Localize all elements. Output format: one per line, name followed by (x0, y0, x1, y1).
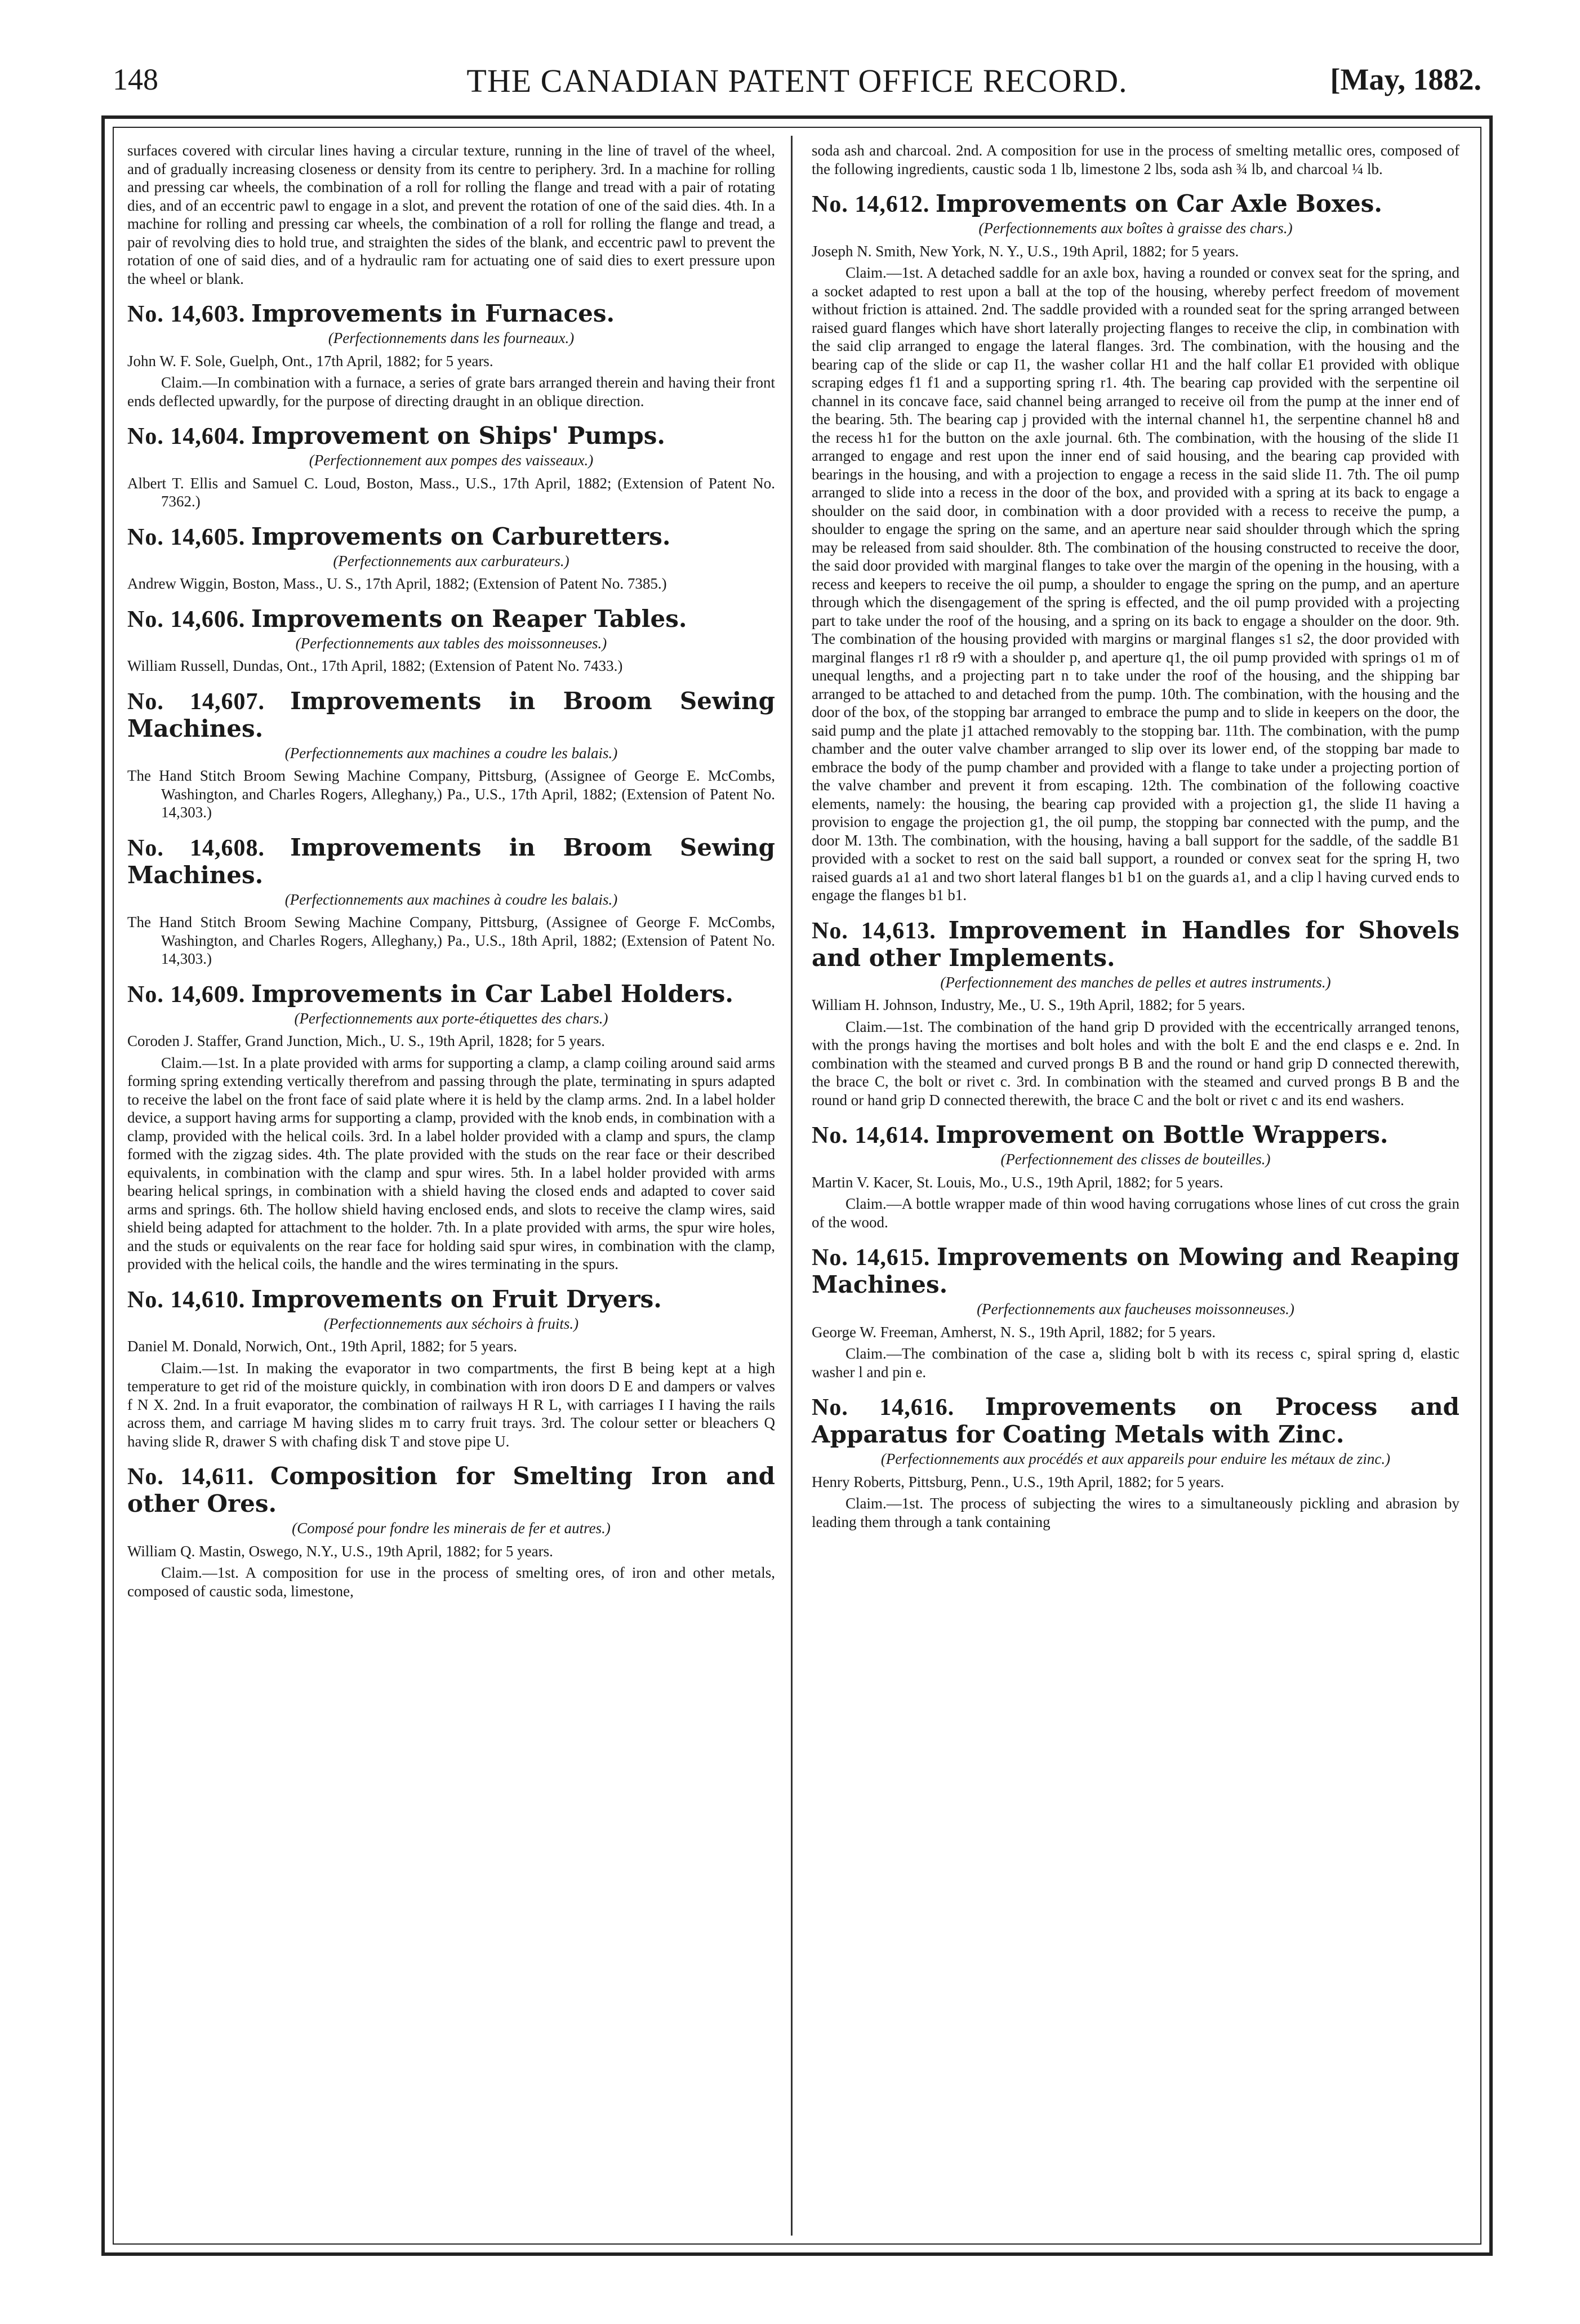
left-column (127, 141, 775, 1604)
patent-title: Improvement on Ships' Pumps. (251, 422, 665, 449)
french-title: (Perfectionnements aux procédés et aux appareils pour enduire les métaux de zinc.) (880, 1450, 1391, 1467)
patent-title: Improvements in Broom Sewing Machines. (127, 687, 775, 742)
page-header (113, 62, 1481, 113)
applicant-info: William Russell, Dundas, Ont., 17th April, 1882; (Extension of Patent No. 7433.) (127, 657, 623, 674)
patent-number: No. 14,609. (127, 981, 246, 1008)
french-title: (Perfectionnement aux pompes des vaisseaux.) (309, 452, 594, 469)
claim-text: Claim.—1st. The combination of the hand grip D provided with the eccentrically arranged tenons, with the prongs having the mortises and bolt holes and with the bolt E and the end clasps e e. 2nd. In combination with the steamed and curved prongs B B and the round or hand grip D connected therewith, the brace C, the bolt or rivet c. 3rd. In combination with the steamed and curved prongs B B and the round or hand grip D connected therewith, the brace C and the bolt or rivet c and its end washers. (812, 1018, 1459, 1108)
patent-number: No. 14,616. (812, 1395, 955, 1421)
claim-text: Claim.—1st. In a plate provided with arms for supporting a clamp, a clamp coiling around said arms forming spring extending vertically therefrom and passing through the plate, terminating in spurs adapted to receive the label on the front face of said plate where it is held by the clamp arms. 2nd. In a label holder device, a support having arms for supporting a clamp, provided with the knob ends, in combination with a clamp, provided with the helical coils. 3rd. In a label holder provided with a clamp and spurs, the clamp formed with the zigzag sides. 4th. The plate provided with the studs on the rear face or their described equivalents, in combination with the clamp and spur wires. 5th. In a label holder provided with arms bearing helical springs, in combination with a shield having the closed ends and adapted to cover said arms and springs. 6th. The hollow shield having enclosed ends, and slots to receive the clamp wires, said shield being adapted for attachment to the holder. 7th. In a plate provided with arms, the spur wire holes, and the studs or equivalents on the rear face for holding said spur wires, in combination with the clamp, provided with the helical coils, the handle and the wires terminating in the spurs. (127, 1054, 775, 1272)
patent-entry (127, 606, 775, 675)
journal-title: THE CANADIAN PATENT OFFICE RECORD. (466, 63, 1128, 99)
patent-entry (127, 1286, 775, 1451)
patent-entry (127, 422, 775, 511)
patent-title: Improvements on Mowing and Reaping Machines. (812, 1243, 1459, 1298)
applicant-info: Henry Roberts, Pittsburg, Penn., U.S., 19th April, 1882; for 5 years. (812, 1473, 1225, 1490)
patent-number: No. 14,613. (812, 918, 936, 944)
patent-entry (812, 917, 1459, 1110)
issue-date: [May, 1882. (1330, 63, 1481, 96)
patent-entry (812, 1393, 1459, 1531)
patent-title: Composition for Smelting Iron and other Ores. (127, 1462, 776, 1517)
patent-heading (127, 688, 775, 743)
patent-number: No. 14,615. (812, 1245, 931, 1271)
applicant-info: George W. Freeman, Amherst, N. S., 19th April, 1882; for 5 years. (812, 1323, 1216, 1341)
patent-heading (127, 1286, 775, 1314)
patent-number: No. 14,614. (812, 1123, 930, 1148)
applicant-info: Andrew Wiggin, Boston, Mass., U. S., 17th April, 1882; (Extension of Patent No. 7385.) (127, 575, 667, 592)
patent-heading (812, 1393, 1459, 1449)
patent-entry (812, 1121, 1459, 1231)
applicant-info: Coroden J. Staffer, Grand Junction, Mich., U. S., 19th April, 1828; for 5 years. (127, 1032, 606, 1049)
claim-text: Claim.—In combination with a furnace, a series of grate bars arranged therein and having their front ends deflected upwardly, for the purpose of directing draught in an oblique direction. (127, 374, 775, 409)
patent-number: No. 14,607. (127, 688, 265, 715)
french-title: (Perfectionnements aux tables des moissonneuses.) (295, 634, 607, 652)
applicant-info: William Q. Mastin, Oswego, N.Y., U.S., 19th April, 1882; for 5 years. (127, 1542, 553, 1560)
patent-number: No. 14,610. (127, 1286, 246, 1313)
patent-title: Improvement in Handles for Shovels and other Implements. (812, 916, 1459, 972)
patent-entry (127, 981, 775, 1274)
patent-heading (812, 917, 1459, 972)
patent-entry (127, 834, 775, 968)
page-number: 148 (113, 63, 158, 96)
patent-title: Improvements in Car Label Holders. (251, 980, 733, 1008)
applicant-info: Daniel M. Donald, Norwich, Ont., 19th April, 1882; for 5 years. (127, 1338, 518, 1355)
continuation-text: surfaces covered with circular lines having a circular texture, running in the line of travel of the wheel, and of gradually increasing closeness or density from its centre to periphery. 3rd. In a machine for rolling and pressing car wheels, the combination of a roll for rolling the flange and tread with a pair of rotating dies, and of an eccentric pawl to engage in a slot, and prevent the rotation of one of the said dies. 4th. In a machine for rolling and pressing car wheels, the combination of a roll for rolling the flange and tread, a pair of revolving dies to hold true, and straighten the sides of the blank, and eccentric pawl to prevent the rotation of one of said dies, and of a hydraulic ram for actuating one of said dies to exert pressure upon the wheel or blank. (127, 142, 775, 287)
applicant-info: William H. Johnson, Industry, Me., U. S., 19th April, 1882; for 5 years. (812, 996, 1245, 1013)
french-title: (Perfectionnement des manches de pelles et autres instruments.) (940, 973, 1331, 991)
applicant-info: Albert T. Ellis and Samuel C. Loud, Boston, Mass., U.S., 17th April, 1882; (Extension of Patent No. 7362.) (127, 474, 775, 510)
patent-number: No. 14,606. (127, 606, 246, 633)
french-title: (Perfectionnements aux boîtes à graisse des chars.) (978, 220, 1293, 237)
applicant-info: Martin V. Kacer, St. Louis, Mo., U.S., 19th April, 1882; for 5 years. (812, 1173, 1223, 1191)
patent-title: Improvements on Car Axle Boxes. (935, 190, 1382, 217)
french-title: (Perfectionnements aux porte-étiquettes des chars.) (294, 1009, 608, 1027)
column-divider (791, 136, 793, 2236)
patent-heading (127, 523, 775, 551)
french-title: (Perfectionnements aux machines a coudre les balais.) (284, 744, 618, 762)
patent-title: Improvements on Fruit Dryers. (251, 1285, 662, 1313)
patent-entry (127, 523, 775, 593)
patent-title: Improvements on Carburetters. (251, 522, 671, 550)
claim-text: Claim.—1st. A composition for use in the process of smelting ores, of iron and other metals, composed of caustic soda, limestone, (127, 1564, 775, 1600)
patent-entry (812, 1244, 1459, 1381)
claim-text: Claim.—1st. The process of subjecting the wires to a simultaneously pickling and abrasion by leading them through a tank containing (812, 1495, 1459, 1530)
claim-text: Claim.—The combination of the case a, sliding bolt b with its recess c, spiral spring d, elastic washer l and pin e. (812, 1345, 1459, 1381)
applicant-info: The Hand Stitch Broom Sewing Machine Company, Pittsburg, (Assignee of George F. McCombs, Washington, and Charles Rogers, Alleghany,) Pa., U.S., 18th April, 1882; (Extension of Patent No. 14,303.) (127, 914, 775, 967)
french-title: (Perfectionnements aux carburateurs.) (333, 552, 569, 569)
right-column (812, 141, 1459, 1534)
french-title: (Composé pour fondre les minerais de fer et autres.) (292, 1520, 611, 1537)
applicant-info: The Hand Stitch Broom Sewing Machine Company, Pittsburg, (Assignee of George E. McCombs, Washington, and Charles Rogers, Alleghany,) Pa., U.S., 17th April, 1882; (Extension of Patent No. 14,303.) (127, 767, 775, 821)
french-title: (Perfectionnement des clisses de bouteilles.) (1000, 1151, 1271, 1168)
patent-title: Improvements in Furnaces. (251, 300, 615, 327)
patent-entry (127, 300, 775, 410)
french-title: (Perfectionnements dans les fourneaux.) (328, 330, 575, 346)
patent-heading (127, 606, 775, 633)
patent-title: Improvements in Broom Sewing Machines. (127, 833, 775, 889)
patent-heading (127, 981, 775, 1008)
french-title: (Perfectionnements aux séchoirs à fruits.) (323, 1315, 579, 1332)
page-frame (101, 115, 1493, 2256)
patent-number: No. 14,611. (127, 1464, 255, 1490)
french-title: (Perfectionnements aux machines à coudre les balais.) (284, 891, 618, 908)
applicant-info: John W. F. Sole, Guelph, Ont., 17th April, 1882; for 5 years. (127, 352, 493, 369)
patent-heading (812, 1121, 1459, 1149)
continuation-text: soda ash and charcoal. 2nd. A composition for use in the process of smelting metallic ores, composed of the following ingredients, caustic soda 1 lb, limestone 2 lbs, soda ash ¾ lb, and charcoal ¼ lb. (812, 142, 1459, 177)
claim-text: Claim.—A bottle wrapper made of thin wood having corrugations whose lines of cut cross the grain of the wood. (812, 1195, 1459, 1231)
patent-title: Improvement on Bottle Wrappers. (935, 1121, 1388, 1148)
patent-number: No. 14,603. (127, 301, 246, 327)
claim-text: Claim.—1st. A detached saddle for an axle box, having a rounded or convex seat for the spring, and a socket adapted to rest upon a ball at the top of the housing, whereby perfect freedom of movement without friction is attained. 2nd. The saddle provided with a rounded seat for the spring arranged between raised guard flanges which have short laterally projecting flanges to receive the clip, in combination with the said clip arranged to engage the lateral flanges. 3rd. The combination, with the housing and the bearing cap of the slide or cap I1, the washer collar H1 and the half collar E1 provided with oblique scraping edges f1 f1 and a supporting spring r1. 4th. The bearing cap provided with the serpentine oil channel in its concave face, said channel being arranged to receive oil from the pump at the inner end of the bearing. 5th. The bearing cap j provided with the internal channel h1, the serpentine channel h8 and the recess h1 for the button on the axle journal. 6th. The combination, with the housing of the slide I1 arranged to engage and rest upon the inner end of said housing, and the bearing cap provided with bearings in the housing, and with a projection to engage a recess in the said slide I1. 7th. The oil pump arranged to slide into a recess in the door of the box, and provided with a spring at its back to engage a shoulder on the said door, in combination with a door provided with a recess to receive the pump, a shoulder to engage the spring on the same, and an aperture near said shoulder through which the spring may be released from said shoulder. 8th. The combination of the housing constructed to receive the door, the said door provided with marginal flanges to take over the margin of the opening in the housing, with a recess and keepers to receive the oil pump, a shoulder to engage the spring on the pump, and an aperture through which the disengagement of the spring is effected, and the oil pump provided with a projecting part to take under the roof of the housing, and a spring on its back to engage a shoulder on the door. 9th. The combination of the housing provided with margins or marginal flanges s1 s2, the door provided with marginal flanges r1 r8 r9 with a shoulder p, and aperture q1, the oil pump provided with springs o1 m of unequal lengths, and a projecting part n to take under the roof of the housing, and the shipping bar arranged to be attached to and detached from the pump. 10th. The combination, with the housing and the door of the box, of the stopping bar arranged to embrace the pump and to slide in keepers on the door, the said pump and the plate j1 attached removably to the stopping bar. 11th. The combination, with the pump chamber and the outer valve chamber arranged to slip over its lower end, of the stopping bar made to embrace the body of the pump chamber and provided with a flange to take under a projecting portion of the valve chamber and prevent it from escaping. 12th. The combination of the following coactive elements, namely: the housing, the bearing cap provided with a projection g1, the slide I1 having a provision to engage the projection g1, the oil pump, the stopping bar connected with the pump, and the door M. 13th. The combination, with the housing, having a ball support for the saddle, of the saddle B1 provided with a socket to rest on the said ball support, a rounded or convex seat for the spring H, two raised guards a1 a1 and two short lateral flanges b1 b1 on the guards a1, and a clip l having curved ends to engage the flanges b1 b1. (812, 264, 1459, 903)
patent-number: No. 14,612. (812, 192, 930, 217)
patent-number: No. 14,605. (127, 524, 246, 550)
patent-heading (127, 834, 775, 889)
applicant-info: Joseph N. Smith, New York, N. Y., U.S., 19th April, 1882; for 5 years. (812, 242, 1239, 260)
patent-entry (127, 688, 775, 822)
patent-title: Improvements on Reaper Tables. (251, 604, 687, 633)
patent-entry (127, 1463, 775, 1600)
patent-number: No. 14,608. (127, 835, 265, 861)
patent-entry (812, 190, 1459, 905)
claim-text: Claim.—1st. In making the evaporator in two compartments, the first B being kept at a high temperature to get rid of the moisture quickly, in combination with iron doors D E and dampers or valves f N X. 2nd. In a fruit evaporator, the combination of railways H R L, with carriages I I having the rails across them, and carriage M having slides m to carry fruit trays. 3rd. The colour setter or bleachers Q having slide R, drawer S with chafing disk T and stove pipe U. (127, 1359, 775, 1450)
patent-heading (127, 1463, 775, 1518)
patent-number: No. 14,604. (127, 424, 246, 449)
french-title: (Perfectionnements aux faucheuses moissonneuses.) (977, 1301, 1294, 1317)
patent-heading (812, 190, 1459, 218)
patent-heading (812, 1244, 1459, 1299)
patent-heading (127, 300, 775, 328)
patent-heading (127, 422, 775, 450)
patent-title: Improvements on Process and Apparatus for Coating Metals with Zinc. (812, 1393, 1459, 1448)
